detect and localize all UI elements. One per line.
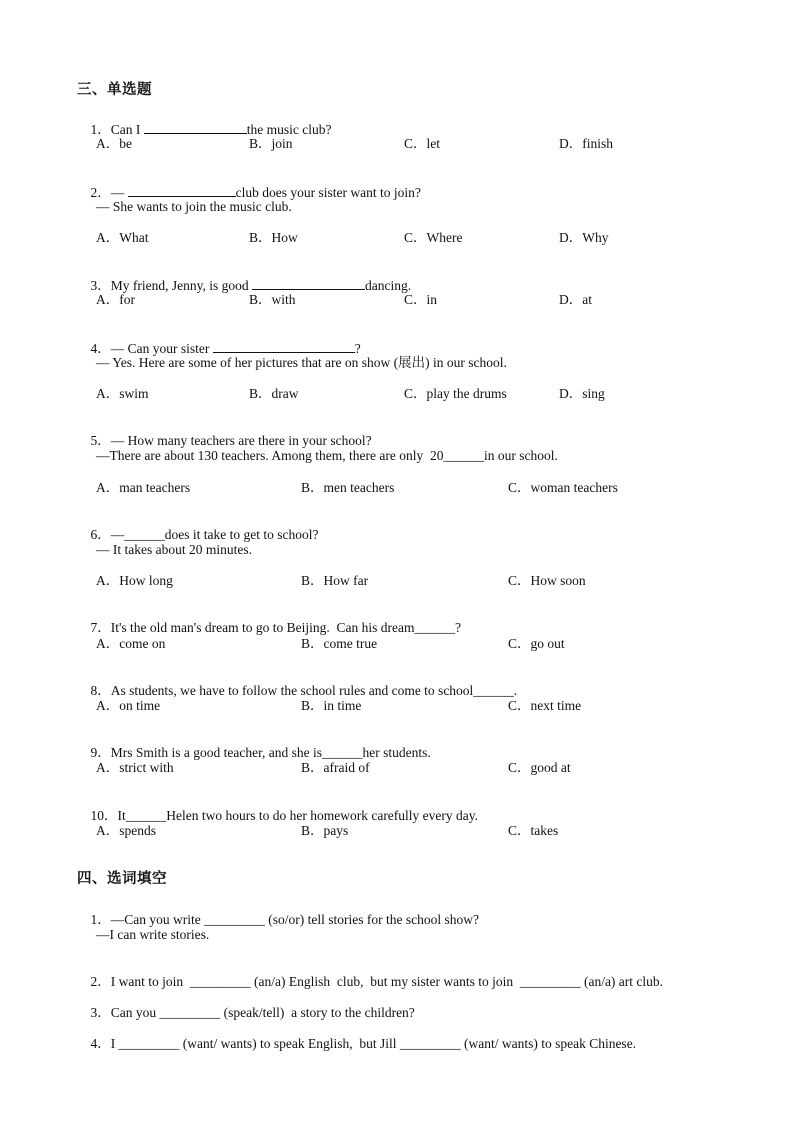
option-a[interactable]: A．spends (96, 823, 156, 838)
question-text: As students, we have to follow the school rules and come to school______. (110, 683, 518, 698)
question-text: dancing. (365, 278, 412, 293)
option-a[interactable]: A．for (96, 292, 135, 307)
question-text: Can you _________ (speak/tell) a story to the children? (110, 1005, 415, 1020)
question-2-line-2: — She wants to join the music club. (96, 199, 292, 214)
question-number: 3． (90, 278, 111, 293)
question-number: 4． (90, 1036, 111, 1051)
option-c[interactable]: C．woman teachers (508, 480, 618, 495)
option-d[interactable]: D．at (559, 292, 592, 307)
question-text: I want to join _________ (an/a) English club, but my sister wants to join _________ (an/a) art club. (110, 974, 664, 989)
option-b[interactable]: B．in time (301, 698, 362, 713)
question-text: It______Helen two hours to do her homework carefully every day. (117, 808, 479, 823)
option-a[interactable]: A．on time (96, 698, 161, 713)
question-number: 9． (90, 745, 111, 760)
question-6-line-2: — It takes about 20 minutes. (96, 542, 252, 557)
option-c[interactable]: C．How soon (508, 573, 586, 588)
answer-blank[interactable] (252, 277, 365, 290)
option-b[interactable]: B．draw (249, 386, 299, 401)
option-b[interactable]: B．with (249, 292, 296, 307)
option-c[interactable]: C．Where (404, 230, 463, 245)
option-c[interactable]: C．good at (508, 760, 571, 775)
question-number: 2． (90, 974, 111, 989)
option-a[interactable]: A．man teachers (96, 480, 191, 495)
answer-blank[interactable] (144, 121, 247, 134)
fill-question-4 (77, 1020, 636, 1068)
answer-blank[interactable] (213, 340, 355, 353)
option-b[interactable]: B．pays (301, 823, 349, 838)
question-number: 4． (90, 341, 111, 356)
section-title-single-choice: 三、单选题 (77, 82, 152, 98)
question-text: — (110, 185, 128, 200)
option-c[interactable]: C．let (404, 136, 440, 151)
option-c[interactable]: C．play the drums (404, 386, 507, 401)
fill-question-1-line-2: —I can write stories. (96, 927, 210, 942)
question-number: 6． (90, 527, 111, 542)
question-number: 5． (90, 433, 111, 448)
question-text: I _________ (want/ wants) to speak English, but Jill _________ (want/ wants) to speak Chinese. (110, 1036, 637, 1051)
question-4-line-2: — Yes. Here are some of her pictures that are on show (展出) in our school. (96, 355, 507, 370)
option-c[interactable]: C．in (404, 292, 438, 307)
option-b[interactable]: B．come true (301, 636, 378, 651)
question-text: Mrs Smith is a good teacher, and she is______her students. (110, 745, 431, 760)
option-a[interactable]: A．come on (96, 636, 166, 651)
option-c[interactable]: C．next time (508, 698, 582, 713)
option-d[interactable]: D．finish (559, 136, 613, 151)
option-b[interactable]: B．How far (301, 573, 369, 588)
question-text: the music club? (246, 122, 332, 137)
question-text: — Can your sister (110, 341, 213, 356)
question-5-line-2: —There are about 130 teachers. Among them, there are only 20______in our school. (96, 448, 558, 463)
question-text: ? (354, 341, 361, 356)
question-text: —Can you write _________ (so/or) tell stories for the school show? (110, 912, 479, 927)
option-a[interactable]: A．be (96, 136, 132, 151)
option-b[interactable]: B．How (249, 230, 298, 245)
question-number: 7． (90, 620, 111, 635)
option-d[interactable]: D．Why (559, 230, 609, 245)
option-c[interactable]: C．takes (508, 823, 559, 838)
question-text: It's the old man's dream to go to Beijing. Can his dream______? (110, 620, 461, 635)
question-number: 2． (90, 185, 111, 200)
question-number: 1． (90, 122, 111, 137)
question-text: Can I (110, 122, 144, 137)
option-a[interactable]: A．What (96, 230, 149, 245)
question-text: club does your sister want to join? (235, 185, 421, 200)
option-d[interactable]: D．sing (559, 386, 605, 401)
option-b[interactable]: B．join (249, 136, 293, 151)
answer-blank[interactable] (128, 184, 236, 197)
option-a[interactable]: A．How long (96, 573, 173, 588)
option-b[interactable]: B．afraid of (301, 760, 370, 775)
option-a[interactable]: A．strict with (96, 760, 174, 775)
question-text: —______does it take to get to school? (110, 527, 319, 542)
option-b[interactable]: B．men teachers (301, 480, 395, 495)
section-title-word-choice: 四、选词填空 (77, 871, 167, 887)
question-text: — How many teachers are there in your school? (110, 433, 372, 448)
question-number: 8． (90, 683, 111, 698)
question-number: 1． (90, 912, 111, 927)
option-c[interactable]: C．go out (508, 636, 565, 651)
question-number: 3． (90, 1005, 111, 1020)
question-number: 10． (90, 808, 118, 823)
question-text: My friend, Jenny, is good (110, 278, 252, 293)
option-a[interactable]: A．swim (96, 386, 149, 401)
